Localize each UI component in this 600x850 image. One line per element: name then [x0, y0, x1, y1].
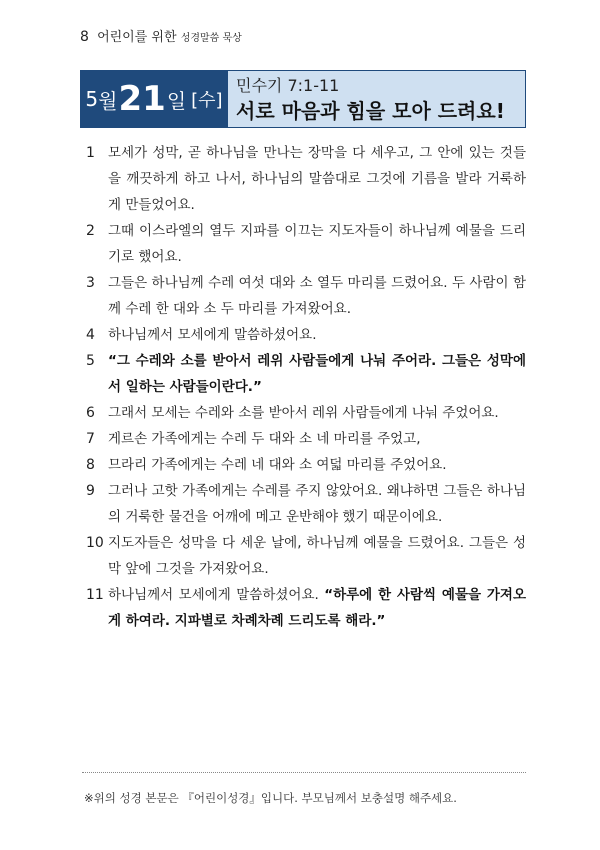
verse-number: 1 [86, 145, 95, 161]
verse-text: 그래서 모세는 수레와 소를 받아서 레위 사람들에게 나눠 주었어요. [108, 405, 499, 421]
verse-text: 그러나 고핫 가족에게는 수레를 주지 않았어요. 왜냐하면 그들은 하나님의 거룩한 물건을 어깨에 메고 운반해야 했기 때문이에요. [108, 483, 526, 525]
verse-number: 9 [86, 483, 95, 499]
verse-number: 5 [86, 353, 95, 369]
verse-bold-part: “하루에 한 사람씩 예물을 가져오게 하여라. 지파별로 차례차례 드리도록 해라.” [108, 587, 526, 629]
verse-number: 3 [86, 275, 95, 291]
verse-text: “그 수레와 소를 받아서 레위 사람들에게 나눠 주어라. 그들은 성막에서 일하는 사람들이란다.” [108, 353, 526, 395]
verse-10 [86, 530, 526, 582]
verse-2 [86, 218, 526, 270]
verse-7 [86, 426, 526, 452]
verse-text: 그때 이스라엘의 열두 지파를 이끄는 지도자들이 하나님께 예물을 드리기로 했어요. [108, 223, 526, 265]
page-heading: 서로 마음과 힘을 모아 드려요! [236, 99, 505, 123]
footnote-divider [82, 772, 526, 773]
verse-4 [86, 322, 526, 348]
date-box [80, 70, 228, 128]
book-title: 어린이를 위한 [97, 30, 177, 45]
verse-text: 하나님께서 모세에게 말씀하셨어요. [108, 327, 317, 343]
verse-number: 4 [86, 327, 95, 343]
date-month: 5 [85, 87, 99, 111]
title-box [228, 70, 526, 128]
date-day: 21 [118, 79, 166, 119]
footnote: ※위의 성경 본문은 『어린이성경』입니다. 부모님께서 보충설명 해주세요. [84, 791, 457, 805]
verse-number: 2 [86, 223, 95, 239]
verse-number: 11 [86, 587, 104, 603]
date-title-banner [80, 70, 526, 128]
date-weekday: [수] [191, 90, 223, 111]
verse-3 [86, 270, 526, 322]
verse-plain-part: 하나님께서 모세에게 말씀하셨어요. [108, 587, 325, 603]
verse-9 [86, 478, 526, 530]
verse-number: 6 [86, 405, 95, 421]
verse-list [86, 140, 526, 634]
verse-text [108, 582, 526, 634]
verse-text: 게르손 가족에게는 수레 두 대와 소 네 마리를 주었고, [108, 431, 421, 447]
verse-text: 므라리 가족에게는 수레 네 대와 소 여덟 마리를 주었어요. [108, 457, 447, 473]
verse-11 [86, 582, 526, 634]
verse-1 [86, 140, 526, 218]
verse-text: 모세가 성막, 곧 하나님을 만나는 장막을 다 세우고, 그 안에 있는 것들을 깨끗하게 하고 나서, 하나님의 말씀대로 그것에 기름을 발라 거룩하게 만들었어요. [108, 145, 526, 213]
verse-6 [86, 400, 526, 426]
running-head [80, 26, 242, 45]
verse-8 [86, 452, 526, 478]
verse-number: 10 [86, 535, 104, 551]
date-month-unit: 월 [98, 88, 118, 113]
verse-text: 지도자들은 성막을 다 세운 날에, 하나님께 예물을 드렸어요. 그들은 성막 앞에 그것을 가져왔어요. [108, 535, 526, 577]
page-number: 8 [80, 29, 89, 45]
series-title: 성경말씀 묵상 [180, 33, 242, 44]
date-day-unit: 일 [166, 88, 187, 113]
verse-number: 7 [86, 431, 95, 447]
verse-5 [86, 348, 526, 400]
scripture-reference: 민수기 7:1-11 [236, 76, 340, 95]
verse-text: 그들은 하나님께 수레 여섯 대와 소 열두 마리를 드렸어요. 두 사람이 함께 수레 한 대와 소 두 마리를 가져왔어요. [108, 275, 526, 317]
verse-number: 8 [86, 457, 95, 473]
